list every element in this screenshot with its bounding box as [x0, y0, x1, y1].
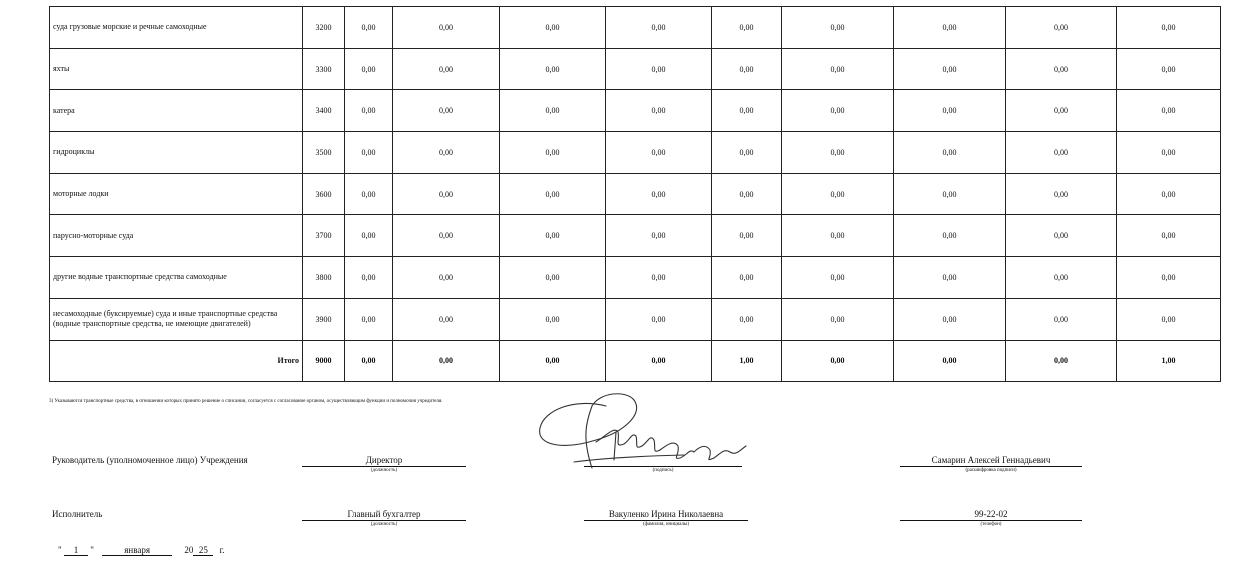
value-cell: 0,00: [393, 173, 500, 215]
value-cell: 0,00: [393, 298, 500, 340]
value-cell: 0,00: [894, 257, 1006, 299]
value-cell: 0,00: [1117, 173, 1221, 215]
head-name: Самарин Алексей Геннадьевич: [931, 455, 1051, 465]
value-cell: 0,00: [345, 132, 393, 174]
value-cell: 0,00: [1006, 298, 1117, 340]
value-cell: 0,00: [393, 90, 500, 132]
value-cell: 0,00: [782, 7, 894, 49]
value-cell: 0,00: [500, 298, 606, 340]
executor-position-caption: (должность): [370, 522, 398, 527]
executor-name-line: [584, 520, 748, 521]
head-position: Директор: [365, 455, 403, 465]
head-position-line: [302, 466, 466, 467]
value-cell: 0,00: [1006, 48, 1117, 90]
value-cell: 0,00: [393, 48, 500, 90]
value-cell: 0,00: [606, 90, 712, 132]
value-cell: 0,00: [712, 173, 782, 215]
executor-position-line: [302, 520, 466, 521]
table-row: [50, 7, 1221, 49]
date-year-unit: г.: [219, 545, 225, 555]
value-cell: 0,00: [782, 173, 894, 215]
executor-name-caption: (фамилия, инициалы): [642, 522, 690, 527]
row-code: 3900: [303, 298, 345, 340]
value-cell: 0,00: [712, 48, 782, 90]
row-name: яхты: [50, 48, 303, 90]
row-code: 3400: [303, 90, 345, 132]
row-name: парусно-моторные суда: [50, 215, 303, 257]
value-cell: 0,00: [782, 298, 894, 340]
value-cell: 0,00: [712, 257, 782, 299]
value-cell: 0,00: [1006, 257, 1117, 299]
value-cell: 0,00: [1117, 132, 1221, 174]
value-cell: 0,00: [1006, 90, 1117, 132]
row-name: катера: [50, 90, 303, 132]
value-cell: 0,00: [894, 215, 1006, 257]
value-cell: 0,00: [1117, 257, 1221, 299]
value-cell: 0,00: [1117, 7, 1221, 49]
head-name-line: [900, 466, 1082, 467]
table-row: [50, 257, 1221, 299]
value-cell: 1,00: [712, 340, 782, 382]
value-cell: 0,00: [782, 48, 894, 90]
value-cell: 0,00: [500, 90, 606, 132]
value-cell: 0,00: [345, 7, 393, 49]
date-year-suffix: 25: [193, 545, 213, 556]
document-date: [58, 545, 225, 556]
head-name-field: [900, 455, 1082, 473]
date-quote-close: ": [90, 545, 94, 555]
executor-position-field: [302, 509, 466, 527]
head-name-caption: (расшифровка подписи): [965, 468, 1017, 473]
date-month: января: [102, 545, 172, 556]
value-cell: 0,00: [894, 298, 1006, 340]
total-label: Итого: [50, 340, 303, 382]
row-name: несамоходные (буксируемые) суда и иные транспортные средства (водные транспортные средства, не имеющие двигателей): [50, 298, 303, 340]
executor-phone-field: [900, 509, 1082, 527]
table-row: [50, 90, 1221, 132]
executor-label: Исполнитель: [52, 509, 103, 519]
value-cell: 0,00: [894, 173, 1006, 215]
executor-phone: 99-22-02: [974, 509, 1008, 519]
value-cell: 0,00: [894, 7, 1006, 49]
value-cell: 0,00: [500, 48, 606, 90]
head-position-caption: (должность): [370, 468, 398, 473]
value-cell: 0,00: [1006, 7, 1117, 49]
row-name: суда грузовые морские и речные самоходные: [50, 7, 303, 49]
value-cell: 0,00: [345, 340, 393, 382]
executor-name-field: [584, 509, 748, 527]
value-cell: 0,00: [712, 298, 782, 340]
value-cell: 0,00: [345, 298, 393, 340]
table-row: [50, 298, 1221, 340]
total-row: [50, 340, 1221, 382]
value-cell: 0,00: [606, 340, 712, 382]
value-cell: 0,00: [345, 257, 393, 299]
value-cell: 0,00: [712, 132, 782, 174]
value-cell: 0,00: [894, 340, 1006, 382]
value-cell: 0,00: [782, 215, 894, 257]
value-cell: 0,00: [606, 7, 712, 49]
value-cell: 0,00: [393, 340, 500, 382]
table-body: [50, 7, 1221, 382]
table-row: [50, 48, 1221, 90]
footnote: 3) Указываются транспортные средства, в отношении которых принято решение о списании, согласуется с согласование органом, осуществляющим функции и полномочия учредителя.: [49, 399, 443, 404]
value-cell: 1,00: [1117, 340, 1221, 382]
value-cell: 0,00: [606, 298, 712, 340]
value-cell: 0,00: [712, 215, 782, 257]
value-cell: 0,00: [894, 132, 1006, 174]
value-cell: 0,00: [606, 257, 712, 299]
value-cell: 0,00: [345, 173, 393, 215]
head-signature-caption: (подпись): [652, 468, 674, 473]
value-cell: 0,00: [782, 257, 894, 299]
executor-position: Главный бухгалтер: [347, 509, 421, 519]
value-cell: 0,00: [712, 7, 782, 49]
value-cell: 0,00: [606, 48, 712, 90]
vehicles-table: [49, 6, 1221, 382]
value-cell: 0,00: [500, 173, 606, 215]
value-cell: 0,00: [782, 132, 894, 174]
table-row: [50, 215, 1221, 257]
value-cell: 0,00: [1117, 90, 1221, 132]
value-cell: 0,00: [894, 90, 1006, 132]
executor-name: Вакуленко Ирина Николаевна: [608, 509, 724, 519]
value-cell: 0,00: [606, 215, 712, 257]
row-code: 3200: [303, 7, 345, 49]
table-row: [50, 132, 1221, 174]
value-cell: 0,00: [500, 215, 606, 257]
value-cell: 0,00: [782, 90, 894, 132]
row-code: 3700: [303, 215, 345, 257]
value-cell: 0,00: [500, 132, 606, 174]
date-year-prefix: 20: [184, 545, 194, 555]
row-name: моторные лодки: [50, 173, 303, 215]
executor-phone-caption: (телефон): [980, 522, 1002, 527]
row-name: другие водные транспортные средства самоходные: [50, 257, 303, 299]
value-cell: 0,00: [1117, 298, 1221, 340]
value-cell: 0,00: [500, 7, 606, 49]
value-cell: 0,00: [345, 90, 393, 132]
row-code: 3800: [303, 257, 345, 299]
value-cell: 0,00: [500, 340, 606, 382]
row-code: 3500: [303, 132, 345, 174]
value-cell: 0,00: [345, 215, 393, 257]
table-row: [50, 173, 1221, 215]
value-cell: 0,00: [1006, 340, 1117, 382]
value-cell: 0,00: [393, 257, 500, 299]
value-cell: 0,00: [1006, 173, 1117, 215]
executor-phone-line: [900, 520, 1082, 521]
row-code: 3600: [303, 173, 345, 215]
value-cell: 0,00: [1117, 48, 1221, 90]
value-cell: 0,00: [1006, 132, 1117, 174]
value-cell: 0,00: [345, 48, 393, 90]
handwritten-signature: [534, 388, 754, 470]
value-cell: 0,00: [712, 90, 782, 132]
date-quote-open: ": [58, 545, 62, 555]
value-cell: 0,00: [393, 215, 500, 257]
value-cell: 0,00: [393, 132, 500, 174]
value-cell: 0,00: [606, 132, 712, 174]
value-cell: 0,00: [1117, 215, 1221, 257]
date-day: 1: [64, 545, 88, 556]
head-position-field: [302, 455, 466, 473]
row-code: 3300: [303, 48, 345, 90]
row-name: гидроциклы: [50, 132, 303, 174]
value-cell: 0,00: [393, 7, 500, 49]
value-cell: 0,00: [1006, 215, 1117, 257]
value-cell: 0,00: [782, 340, 894, 382]
value-cell: 0,00: [500, 257, 606, 299]
head-label: Руководитель (уполномоченное лицо) Учреждения: [52, 455, 248, 465]
row-code: 9000: [303, 340, 345, 382]
value-cell: 0,00: [894, 48, 1006, 90]
value-cell: 0,00: [606, 173, 712, 215]
